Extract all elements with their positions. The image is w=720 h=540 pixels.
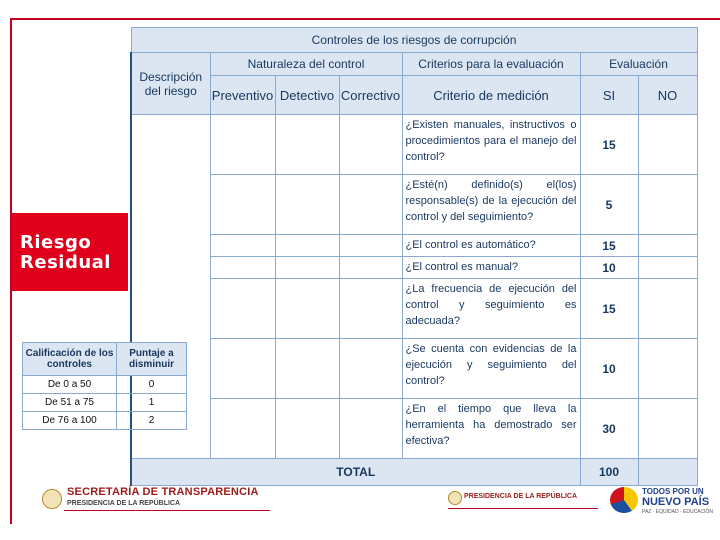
criterion-1: ¿Existen manuales, instructivos o procedimientos para el manejo del control?	[402, 115, 580, 175]
col-detectivo: Detectivo	[275, 76, 339, 115]
table-cell	[210, 399, 275, 459]
table-cell	[210, 235, 275, 257]
score-6: 10	[580, 339, 638, 399]
table-cell	[638, 115, 697, 175]
table-cell	[638, 257, 697, 279]
footer-left-subtitle: PRESIDENCIA DE LA REPÚBLICA	[67, 500, 181, 507]
table-cell	[638, 399, 697, 459]
table-cell	[638, 459, 697, 486]
score-5: 15	[580, 279, 638, 339]
group-criteria: Criterios para la evaluación	[402, 53, 580, 76]
table-cell	[210, 115, 275, 175]
score-4: 10	[580, 257, 638, 279]
residual-risk-line2: Residual	[20, 252, 111, 273]
table-cell	[339, 399, 402, 459]
footer-right-line3: PAZ · EQUIDAD · EDUCACIÓN	[642, 509, 714, 515]
score-2: 5	[580, 175, 638, 235]
footer	[0, 485, 720, 540]
total-label: TOTAL	[131, 459, 580, 486]
footer-left-rule	[64, 510, 270, 511]
table-cell	[210, 257, 275, 279]
total-value: 100	[580, 459, 638, 486]
criterion-4: ¿El control es manual?	[402, 257, 580, 279]
controls-table	[130, 27, 698, 486]
table-cell	[339, 235, 402, 257]
points-cell: 1	[117, 394, 187, 412]
table-cell	[339, 175, 402, 235]
score-7: 30	[580, 399, 638, 459]
header-puntaje: Puntaje a disminuir	[117, 343, 187, 376]
range-cell: De 76 a 100	[23, 412, 117, 430]
table-cell	[210, 279, 275, 339]
table-cell	[275, 235, 339, 257]
table-cell	[275, 257, 339, 279]
table-cell	[275, 279, 339, 339]
footer-mid-rule	[448, 508, 598, 509]
footer-right-line1: TODOS POR UN	[642, 487, 704, 496]
col-correctivo: Correctivo	[339, 76, 402, 115]
col-description: Descripción del riesgo	[131, 53, 210, 115]
criterion-3: ¿El control es automático?	[402, 235, 580, 257]
footer-right-line2: NUEVO PAÍS	[642, 496, 710, 508]
residual-risk-label	[12, 213, 128, 291]
header-calificacion: Calificación de los controles	[23, 343, 117, 376]
score-reduction-table	[22, 342, 187, 430]
table-cell	[638, 175, 697, 235]
points-cell: 2	[117, 412, 187, 430]
residual-risk-line1: Riesgo	[20, 232, 92, 253]
table-cell	[339, 257, 402, 279]
table-cell	[210, 339, 275, 399]
group-evaluation: Evaluación	[580, 53, 697, 76]
footer-left-title: SECRETARÍA DE TRANSPARENCIA	[67, 486, 259, 498]
table-cell	[638, 279, 697, 339]
table-cell	[275, 115, 339, 175]
table-title: Controles de los riesgos de corrupción	[131, 28, 697, 53]
table-cell	[210, 175, 275, 235]
coat-of-arms-icon	[42, 489, 62, 509]
score-3: 15	[580, 235, 638, 257]
score-1: 15	[580, 115, 638, 175]
table-cell	[275, 175, 339, 235]
table-cell	[638, 339, 697, 399]
table-cell	[339, 115, 402, 175]
range-cell: De 0 a 50	[23, 376, 117, 394]
table-cell	[339, 339, 402, 399]
points-cell: 0	[117, 376, 187, 394]
group-nature: Naturaleza del control	[210, 53, 402, 76]
frame-top-line	[10, 18, 720, 20]
col-criterio: Criterio de medición	[402, 76, 580, 115]
table-cell	[339, 279, 402, 339]
col-no: NO	[638, 76, 697, 115]
table-cell	[638, 235, 697, 257]
footer-mid-title: PRESIDENCIA DE LA REPÚBLICA	[464, 493, 578, 500]
coat-of-arms-icon	[448, 491, 462, 505]
table-cell	[275, 399, 339, 459]
criterion-5: ¿La frecuencia de ejecución del control y seguimiento es adecuada?	[402, 279, 580, 339]
criterion-6: ¿Se cuenta con evidencias de la ejecución y seguimiento del control?	[402, 339, 580, 399]
col-preventivo: Preventivo	[210, 76, 275, 115]
criterion-2: ¿Esté(n) definido(s) el(los) responsable(s) de la ejecución del control y del seguimiento?	[402, 175, 580, 235]
flag-logo-icon	[610, 487, 638, 513]
col-si: SI	[580, 76, 638, 115]
range-cell: De 51 a 75	[23, 394, 117, 412]
criterion-7: ¿En el tiempo que lleva la herramienta ha demostrado ser efectiva?	[402, 399, 580, 459]
table-cell	[275, 339, 339, 399]
